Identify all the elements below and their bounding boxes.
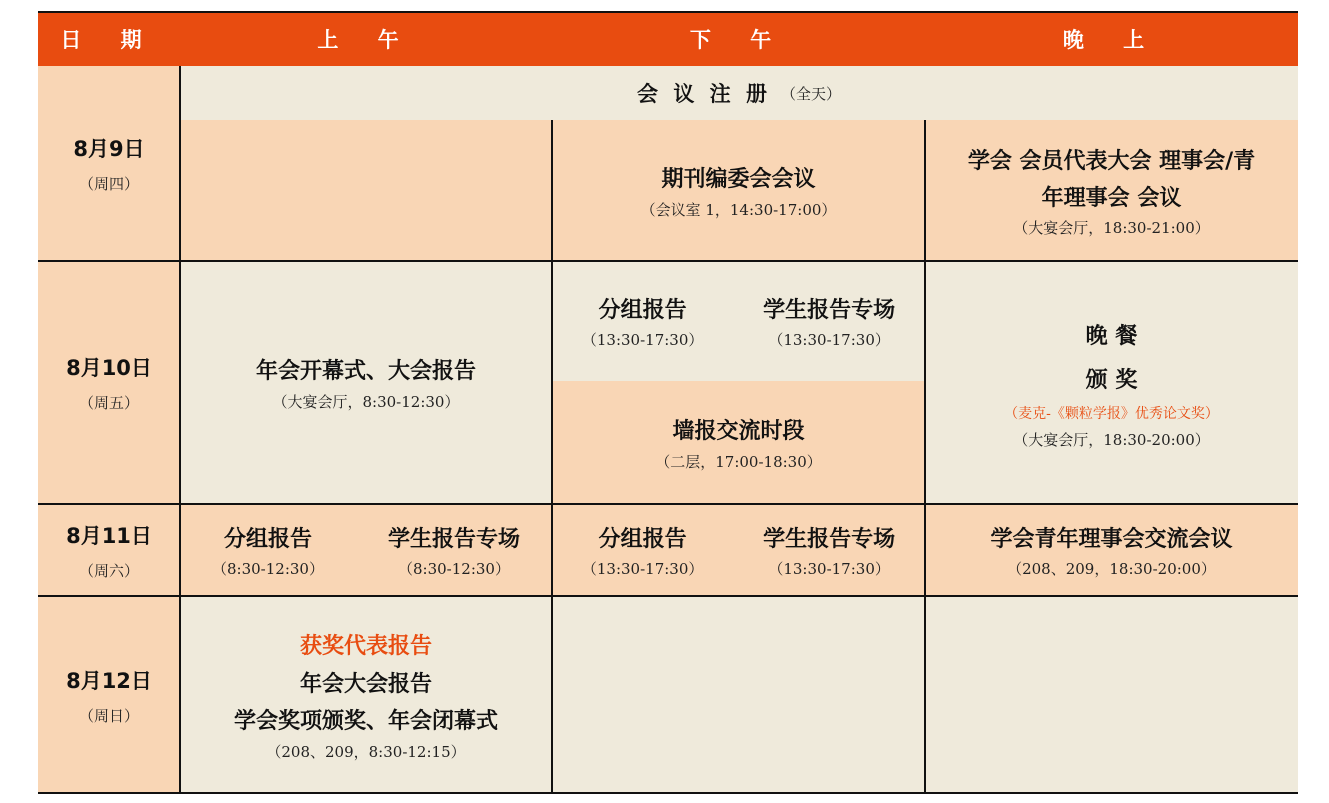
- header-evening-label: 晚 上: [1062, 28, 1161, 52]
- parallel-session: [763, 292, 895, 350]
- event-details: （会议室 1，14:30-17:00）: [640, 200, 837, 219]
- event-title: 分组报告: [598, 297, 687, 323]
- parallel-session: [212, 521, 324, 579]
- event-details: （13:30-17:30）: [581, 560, 704, 579]
- aug11-morning-cell: [180, 504, 552, 596]
- aug11-evening-cell: [925, 504, 1298, 596]
- registration-title: 会 议 注 册: [637, 82, 771, 106]
- event-details: （大宴会厅，18:30-21:00）: [1013, 219, 1210, 238]
- aug12-evening-empty: [925, 596, 1298, 794]
- event-title: 分组报告: [223, 526, 312, 552]
- header-afternoon: [552, 12, 925, 66]
- weekday-label: （周日）: [78, 706, 139, 725]
- event-details: （大宴会厅，8:30-12:30）: [272, 392, 460, 411]
- event-title-line1: 学会 会员代表大会 理事会/青: [967, 148, 1256, 174]
- date-cell-aug11: [38, 504, 180, 596]
- column-divider: [551, 120, 553, 794]
- parallel-session: [582, 521, 704, 579]
- date-label: 8月12日: [66, 668, 152, 693]
- aug10-morning-cell: [180, 261, 552, 504]
- weekday-label: （周五）: [78, 394, 139, 412]
- parallel-session: [388, 521, 520, 579]
- header-morning-label: 上 午: [317, 28, 415, 52]
- aug12-morning-cell: [180, 596, 552, 794]
- event-details: （208、209，18:30-20:00）: [1007, 560, 1216, 579]
- aug9-evening-cell: [925, 120, 1298, 261]
- date-label: 8月11日: [66, 523, 152, 548]
- event-title-line2: 年理事会 会议: [1041, 186, 1182, 211]
- aug9-morning-empty: [180, 120, 552, 261]
- award-name: （麦克-《颗粒学报》优秀论文奖）: [1004, 406, 1219, 422]
- event-details: （8:30-12:30）: [398, 560, 510, 579]
- table-bottom-border: [38, 792, 1298, 794]
- event-title: 分组报告: [598, 526, 687, 552]
- aug9-afternoon-cell: [552, 120, 925, 261]
- date-cell-aug9: [38, 66, 180, 261]
- header-afternoon-label: 下 午: [689, 28, 788, 52]
- event-title: 年会开幕式、大会报告: [255, 359, 476, 385]
- event-title: 学生报告专场: [763, 526, 896, 552]
- schedule-table: [38, 12, 1298, 794]
- date-cell-aug12: [38, 596, 180, 794]
- event-title: 学生报告专场: [387, 526, 520, 552]
- row-divider: [38, 503, 1298, 505]
- weekday-label: （周六）: [78, 561, 139, 580]
- column-divider: [924, 120, 926, 794]
- award-ceremony-label: 颁 奖: [1085, 368, 1138, 393]
- aug10-evening-cell: [925, 261, 1298, 504]
- plenary-report-title: 年会大会报告: [299, 671, 432, 697]
- column-divider: [179, 66, 181, 794]
- registration-note: （全天）: [780, 84, 841, 103]
- aug10-afternoon-top: [552, 261, 925, 381]
- aug11-afternoon-cell: [552, 504, 925, 596]
- event-details: （13:30-17:30）: [581, 331, 704, 350]
- header-morning: [180, 12, 552, 66]
- event-details: （13:30-17:30）: [768, 331, 890, 350]
- event-details: （8:30-12:30）: [212, 560, 324, 579]
- parallel-session: [582, 292, 704, 350]
- header-evening: [925, 12, 1298, 66]
- event-details: （二层，17:00-18:30）: [655, 452, 822, 471]
- table-top-border: [38, 11, 1298, 13]
- event-details: （208、209，8:30-12:15）: [266, 742, 466, 761]
- parallel-session: [763, 521, 895, 579]
- awardee-report-title: 获奖代表报告: [299, 634, 432, 660]
- row-divider: [38, 595, 1298, 597]
- dinner-label: 晚 餐: [1085, 324, 1138, 349]
- event-details: （13:30-17:30）: [768, 560, 890, 579]
- weekday-label: （周四）: [78, 175, 139, 193]
- date-cell-aug10: [38, 261, 180, 504]
- aug10-afternoon-bottom: [552, 381, 925, 504]
- event-details: （大宴会厅，18:30-20:00）: [1013, 431, 1210, 449]
- header-date-label: 日 期: [60, 28, 158, 52]
- closing-ceremony-title: 学会奖项颁奖、年会闭幕式: [233, 709, 498, 735]
- event-title: 期刊编委会会议: [661, 167, 816, 193]
- event-title: 学生报告专场: [763, 297, 896, 323]
- header-date: [38, 12, 180, 66]
- event-title: 学会青年理事会交流会议: [990, 526, 1233, 552]
- aug12-afternoon-empty: [552, 596, 925, 794]
- date-label: 8月9日: [73, 137, 145, 161]
- date-label: 8月10日: [66, 356, 152, 380]
- row-divider: [38, 260, 1298, 262]
- registration-banner: [180, 66, 1298, 120]
- event-title: 墙报交流时段: [672, 419, 805, 445]
